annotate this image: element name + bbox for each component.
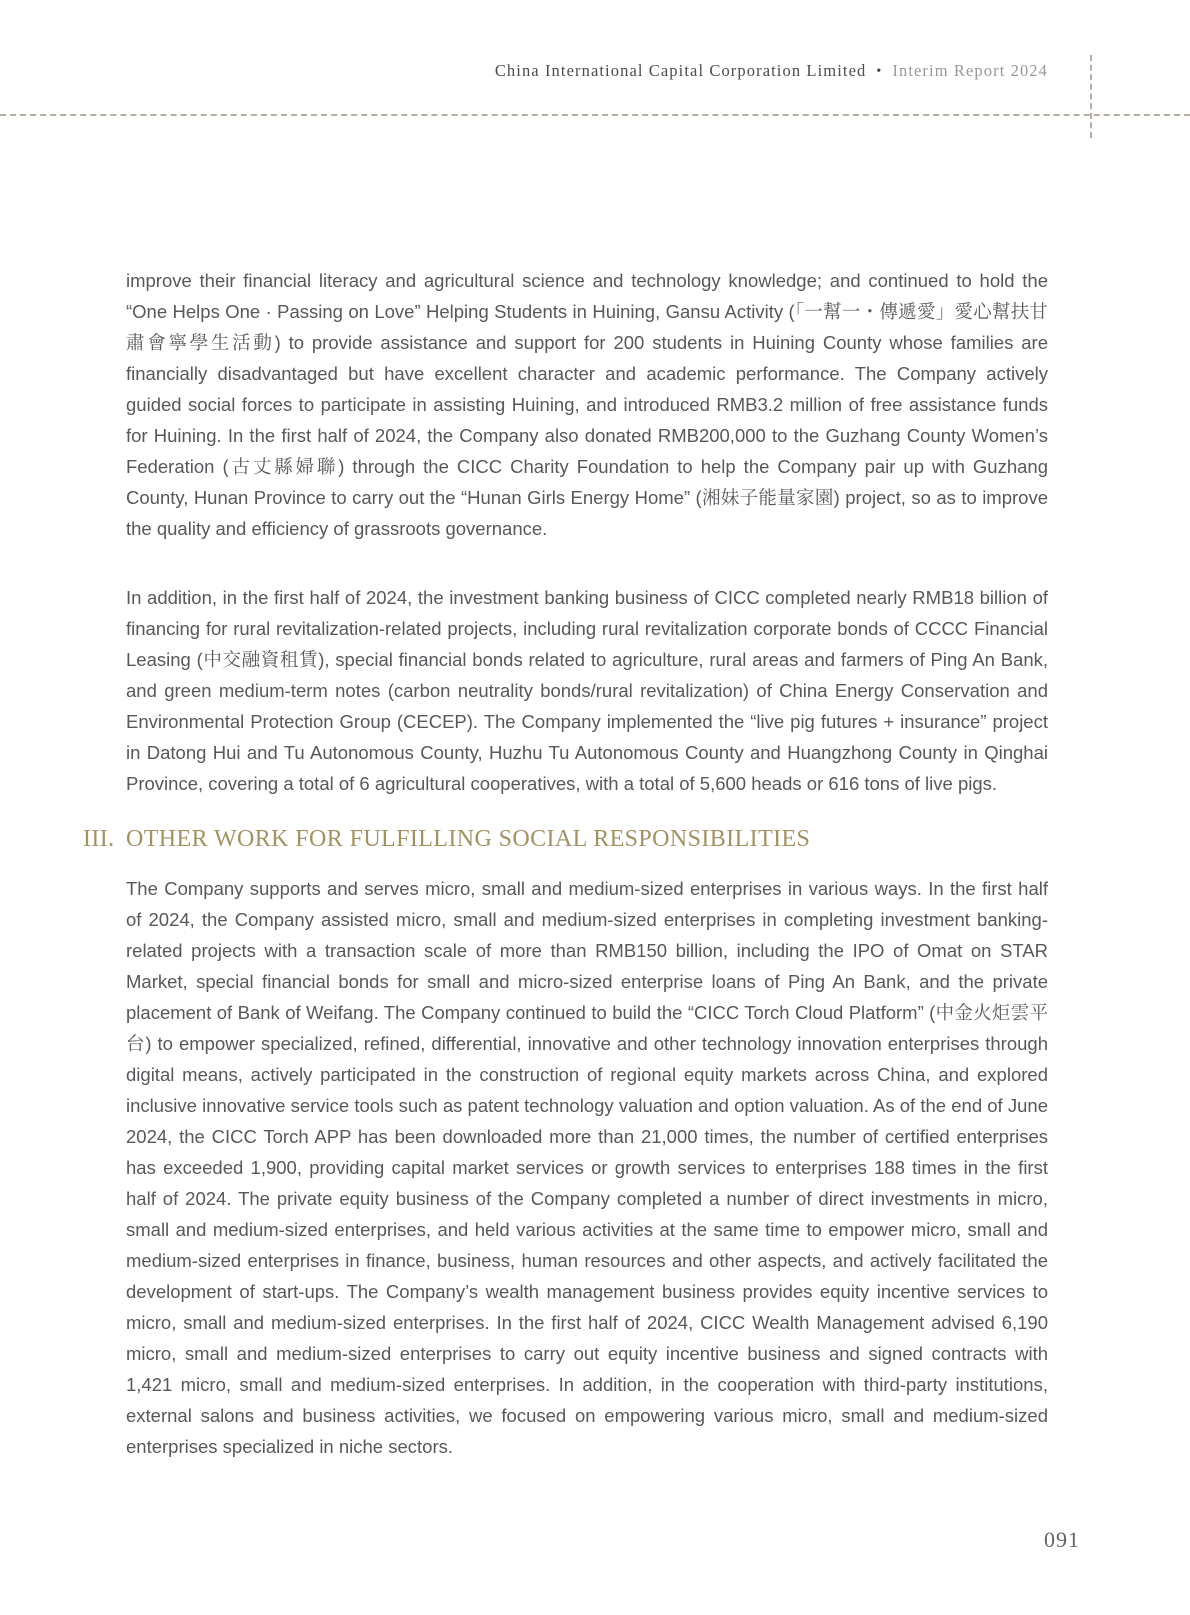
section-number: III. — [83, 826, 115, 852]
header-report-title: Interim Report 2024 — [892, 61, 1048, 80]
dashed-divider-vertical — [1090, 55, 1092, 138]
paragraph-huining-student-support: improve their financial literacy and agricultural science and technology knowledge; and continued to hold the “One Helps One · Passing on Love” Helping Students in Huining, Gansu Activity (「一幫一・傳遞愛」愛心幫扶甘肅會寧學生活動) to provide assistance and support for 200 students in Huining County whose families are financially disadvantaged but have excellent character and academic performance. The Company actively guided social forces to participate in assisting Huining, and introduced RMB3.2 million of free assistance funds for Huining. In the first half of 2024, the Company also donated RMB200,000 to the Guzhang County Women’s Federation (古丈縣婦聯) through the CICC Charity Foundation to help the Company pair up with Guzhang County, Hunan Province to carry out the “Hunan Girls Energy Home” (湘妹子能量家園) project, so as to improve the quality and efficiency of grassroots governance. — [126, 270, 1048, 539]
paragraph-msme-support: The Company supports and serves micro, small and medium-sized enterprises in various ways. In the first half of 2024, the Company assisted micro, small and medium-sized enterprises in completing investment banking-related projects with a transaction scale of more than RMB150 billion, including the IPO of Omat on STAR Market, special financial bonds for small and micro-sized enterprise loans of Ping An Bank, and the private placement of Bank of Weifang. The Company continued to build the “CICC Torch Cloud Platform” (中金火炬雲平台) to empower specialized, refined, differential, innovative and other technology innovation enterprises through digital means, actively participated in the construction of regional equity markets across China, and explored inclusive innovative service tools such as patent technology valuation and option valuation. As of the end of June 2024, the CICC Torch APP has been downloaded more than 21,000 times, the number of certified enterprises has exceeded 1,900, providing capital market services or growth services to enterprises 188 times in the first half of 2024. The private equity business of the Company completed a number of direct investments in micro, small and medium-sized enterprises, and held various activities at the same time to empower micro, small and medium-sized enterprises in finance, business, human resources and other aspects, and actively facilitated the development of start-ups. The Company’s wealth management business provides equity incentive services to micro, small and medium-sized enterprises. In the first half of 2024, CICC Wealth Management advised 6,190 micro, small and medium-sized enterprises to carry out equity incentive business and signed contracts with 1,421 micro, small and medium-sized enterprises. In addition, in the cooperation with third-party institutions, external salons and business activities, we focused on empowering various micro, small and medium-sized enterprises specialized in niche sectors. — [126, 878, 1048, 1457]
header-bullet-separator: • — [876, 64, 883, 79]
header-company-name: China International Capital Corporation Limited — [494, 61, 867, 80]
paragraph-rural-revitalization-financing: In addition, in the first half of 2024, the investment banking business of CICC completed nearly RMB18 billion of financing for rural revitalization-related projects, including rural revitalization corporate bonds of CCCC Financial Leasing (中交融資租賃), special financial bonds related to agriculture, rural areas and farmers of Ping An Bank, and green medium-term notes (carbon neutrality bonds/rural revitalization) of China Energy Conservation and Environmental Protection Group (CECEP). The Company implemented the “live pig futures + insurance” project in Datong Hui and Tu Autonomous County, Huzhu Tu Autonomous County and Huangzhong County in Qinghai Province, covering a total of 6 agricultural cooperatives, with a total of 5,600 heads or 616 tons of live pigs. — [126, 587, 1048, 794]
page-content — [83, 265, 1048, 1462]
section-title: OTHER WORK FOR FULFILLING SOCIAL RESPONSIBILITIES — [126, 826, 811, 852]
section-heading — [83, 823, 1048, 856]
page-header — [495, 61, 1048, 81]
dashed-divider-horizontal — [0, 114, 1190, 116]
page-number: 091 — [1044, 1527, 1080, 1552]
